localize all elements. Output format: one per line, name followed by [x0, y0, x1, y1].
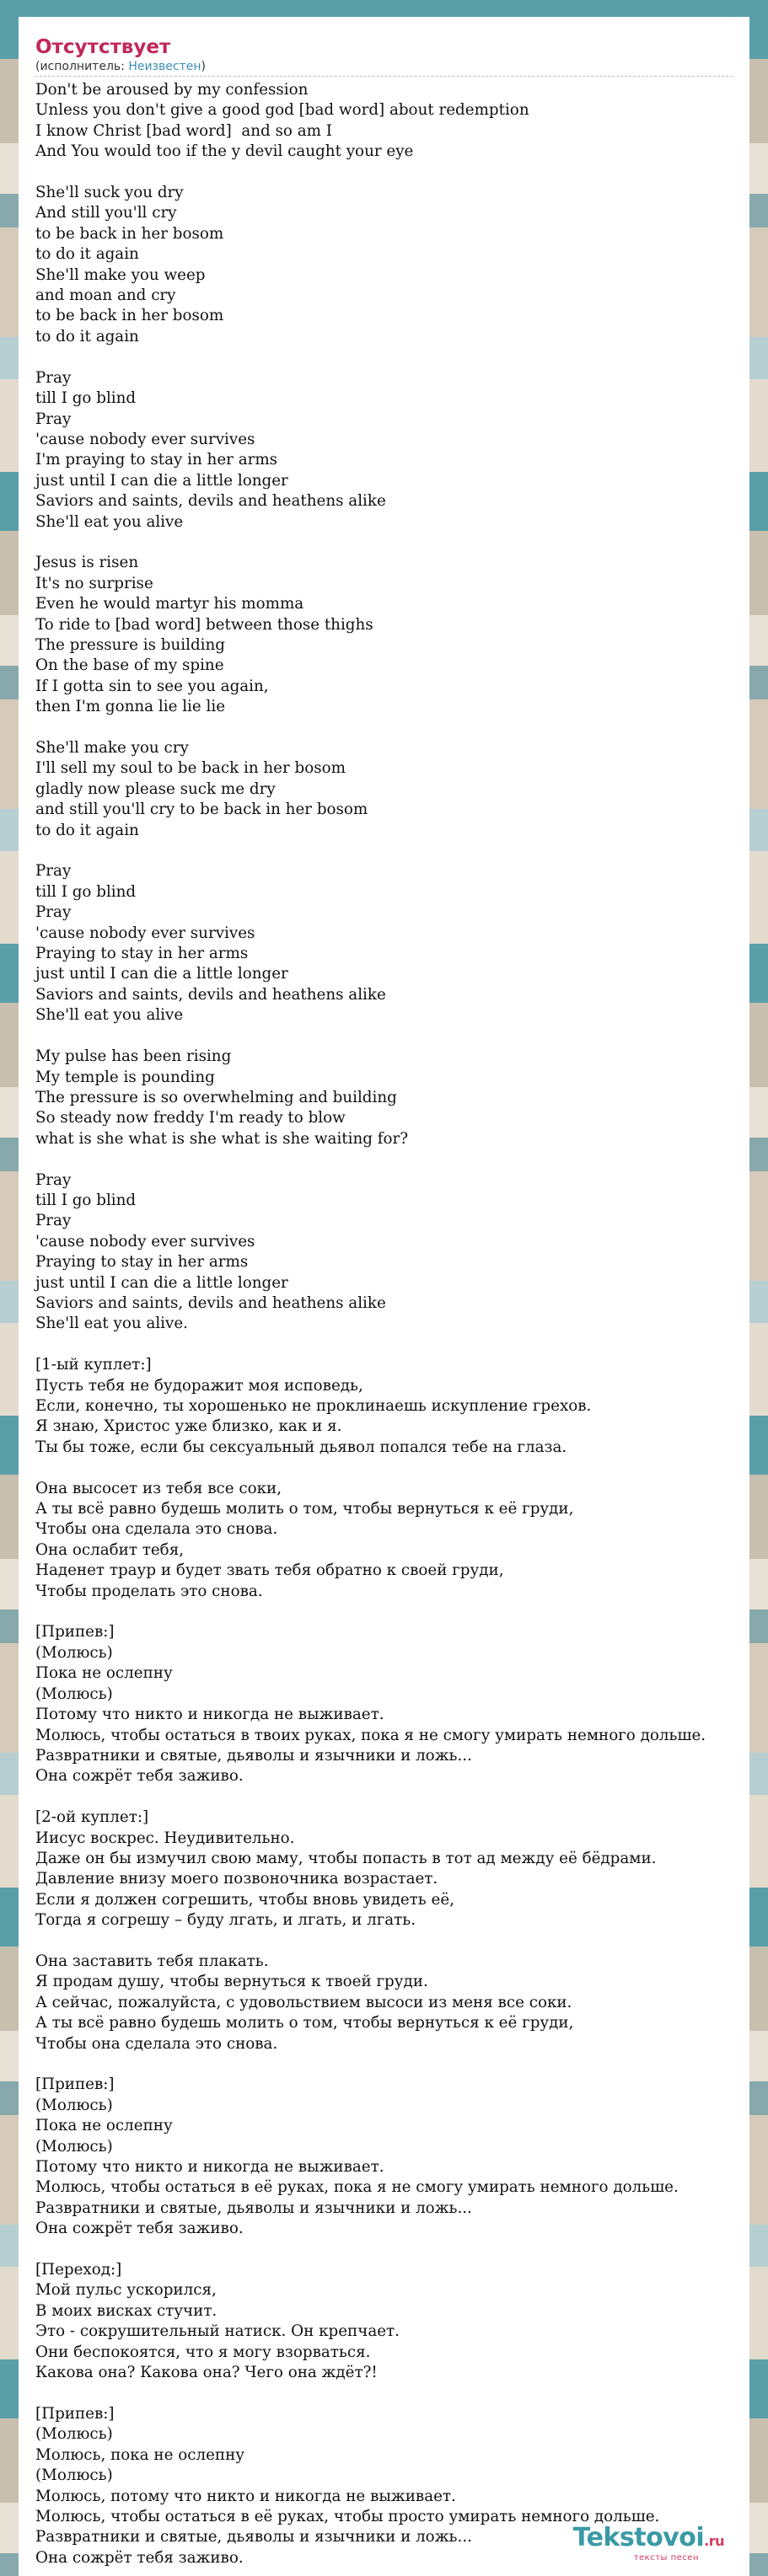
logo-wordmark: [573, 2525, 724, 2555]
artist-link[interactable]: Неизвестен: [128, 60, 201, 73]
lyrics-card: [19, 17, 749, 2576]
logo-tld: .ru: [704, 2533, 724, 2549]
lyrics-text: Don't be aroused by my confession Unless you don't give a good god [bad word] about redemption I know Christ [bad word] and so am I And You would too if the y devil caught your eye She'll suck you dry And still you'll cry to be back in her bosom to do it again She'll make you weep and moan and cry to be back in her bosom to do it again Pray till I go blind Pray 'cause nobody ever survives I'm praying to stay in her arms just until I can die a little longer Saviors and saints, devils and heathens alike She'll eat you alive Jesus is risen It's no surprise Even he would martyr his momma To ride to [bad word] between those thighs The pressure is building On the base of my spine If I gotta sin to see you again, then I'm gonna lie lie lie She'll make you cry I'll sell my soul to be back in her bosom gladly now please suck me dry and still you'll cry to be back in her bosom to do it again Pray till I go blind Pray 'cause nobody ever survives Praying to stay in her arms just until I can die a little longer Saviors and saints, devils and heathens alike She'll eat you alive My pulse has been rising My temple is pounding The pressure is so overwhelming and building So steady now freddy I'm ready to blow what is she what is she what is she waiting for? Pray till I go blind Pray 'cause nobody ever survives Praying to stay in her arms just until I can die a little longer Saviors and saints, devils and heathens alike She'll eat you alive. [1-ый куплет:] Пусть тебя не будоражит моя исповедь, Если, конечно, ты хорошенько не проклинаешь искупление грехов. Я знаю, Христос уже близко, как и я. Ты бы тоже, если бы сексуальный дьявол попался тебе на глаза. Она высосет из тебя все соки, А ты всё равно будешь молить о том, чтобы вернуться к её груди, Чтобы она сделала это снова. Она ослабит тебя, Наденет траур и будет звать тебя обратно к своей груди, Чтобы проделать это снова. [Припев:] (Молюсь) Пока не ослепну (Молюсь) Потому что никто и никогда не выживает. Молюсь, чтобы остаться в твоих руках, пока я не смогу умирать немного дольше. Развратники и святые, дьяволы и язычники и ложь... Она сожрёт тебя заживо. [2-ой куплет:] Иисус воскрес. Неудивительно. Даже он бы измучил свою маму, чтобы попасть в тот ад между её бёдрами. Давление внизу моего позвоночника возрастает. Если я должен согрешить, чтобы вновь увидеть её, Тогда я согрешу – буду лгать, и лгать, и лгать. Она заставить тебя плакать. Я продам душу, чтобы вернуться к твоей груди. А сейчас, пожалуйста, с удовольствием высоси из меня все соки. А ты всё равно будешь молить о том, чтобы вернуться к её груди, Чтобы она сделала это снова. [Припев:] (Молюсь) Пока не ослепну (Молюсь) Потому что никто и никогда не выживает. Молюсь, чтобы остаться в её руках, пока я не смогу умирать немного дольше. Развратники и святые, дьяволы и язычники и ложь... Она сожрёт тебя заживо. [Переход:] Мой пульс ускорился, В моих висках стучит. Это - сокрушительный натиск. Он крепчает. Они беспокоятся, что я могу взорваться. Какова она? Какова она? Чего она ждёт?! [Припев:] (Молюсь) Молюсь, пока не ослепну (Молюсь) Молюсь, потому что никто и никогда не выживает. Молюсь, чтобы остаться в её руках, чтобы просто умирать немного дольше. Развратники и святые, дьяволы и язычники и ложь... Она сожрёт тебя заживо.: [35, 81, 706, 2567]
artist-line: [35, 59, 733, 77]
logo-tagline: тексты песен: [633, 2553, 699, 2563]
artist-prefix: (исполнитель:: [35, 60, 129, 73]
artist-suffix: ): [201, 60, 206, 73]
song-title: Отсутствует: [35, 36, 171, 58]
logo-main-text: Tekstovoi: [572, 2523, 705, 2552]
site-logo[interactable]: [573, 2525, 724, 2563]
